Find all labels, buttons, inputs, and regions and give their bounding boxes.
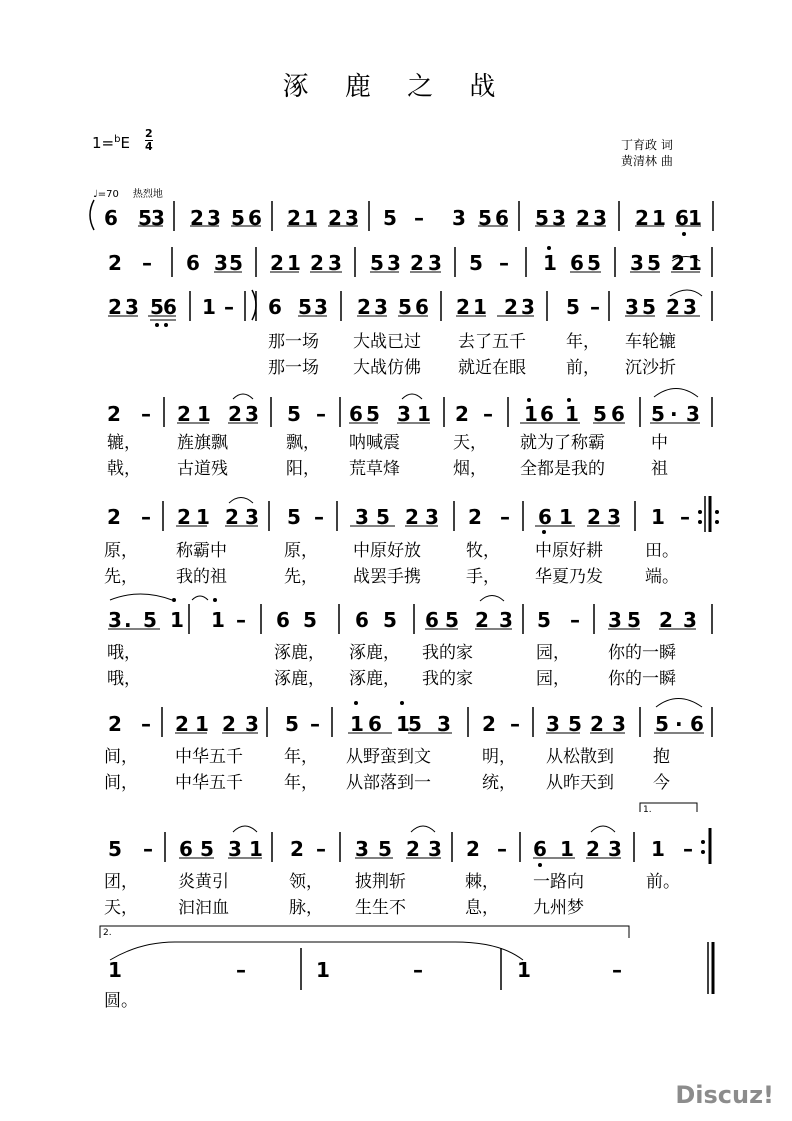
svg-text:6: 6 (690, 712, 704, 736)
lyric: 全都是我的 (520, 459, 605, 479)
svg-text:2: 2 (504, 295, 518, 319)
lyric: 称霸中 (176, 541, 227, 561)
svg-text:3: 3 (214, 251, 228, 275)
svg-text:3: 3 (428, 251, 442, 275)
svg-text:5: 5 (298, 295, 312, 319)
open-paren (90, 200, 94, 230)
svg-text:1: 1 (565, 402, 579, 426)
svg-text:6: 6 (179, 837, 193, 861)
svg-text:3: 3 (593, 206, 607, 230)
svg-text:6: 6 (104, 206, 118, 230)
svg-text:2: 2 (287, 206, 301, 230)
lyric: 棘， (465, 872, 499, 892)
svg-text:2: 2 (456, 295, 470, 319)
svg-text:–: – (683, 837, 693, 861)
svg-text:3: 3 (314, 295, 328, 319)
svg-text:–: – (236, 958, 246, 982)
time-bottom: 4 (145, 140, 153, 153)
lyric: 哦， (107, 669, 141, 689)
svg-text:3: 3 (245, 505, 259, 529)
svg-text:3: 3 (355, 837, 369, 861)
svg-text:5: 5 (655, 712, 669, 736)
lyric: 车轮辘 (625, 332, 676, 352)
lyric: 涿鹿， (274, 643, 325, 663)
svg-text:5: 5 (143, 608, 157, 632)
note: 5 (138, 206, 152, 230)
svg-text:1: 1 (417, 402, 431, 426)
svg-text:1: 1 (543, 251, 557, 275)
lyric: 戟， (107, 459, 141, 479)
svg-text:3: 3 (245, 402, 259, 426)
lyric: 九州梦 (533, 898, 584, 918)
svg-text:5: 5 (370, 251, 384, 275)
tempo-expression: 热烈地 (132, 189, 163, 200)
svg-text:5: 5 (478, 206, 492, 230)
svg-text:3: 3 (355, 505, 369, 529)
svg-text:–: – (236, 608, 246, 632)
svg-text:2: 2 (466, 837, 480, 861)
time-top: 2 (145, 127, 153, 140)
svg-text:5: 5 (398, 295, 412, 319)
svg-text:2: 2 (222, 712, 236, 736)
lyric: 间， (104, 773, 138, 793)
lyric: 大战仿佛 (353, 358, 421, 378)
lyric: 园， (536, 669, 570, 689)
svg-text:6: 6 (570, 251, 584, 275)
lyric: 从松散到 (546, 747, 614, 767)
svg-text:6: 6 (248, 206, 262, 230)
svg-text:2: 2 (405, 505, 419, 529)
lyric: 中 (651, 433, 668, 453)
svg-text:2: 2 (108, 251, 122, 275)
svg-text:–: – (510, 712, 520, 736)
svg-text:2: 2 (175, 712, 189, 736)
svg-text:1: 1 (651, 837, 665, 861)
lyric: 领， (289, 872, 323, 892)
svg-text:3: 3 (387, 251, 401, 275)
lyricist-credit: 丁育政 词 (621, 138, 673, 152)
svg-text:–: – (414, 206, 424, 230)
lyric: 沉沙折 (625, 358, 676, 378)
lyric: 古道残 (177, 459, 228, 479)
svg-text:5: 5 (587, 251, 601, 275)
svg-text:3: 3 (345, 206, 359, 230)
svg-text:5: 5 (627, 608, 641, 632)
svg-text:6: 6 (675, 206, 689, 230)
svg-text:–: – (499, 251, 509, 275)
svg-text:·: · (675, 712, 683, 736)
lyric: 汩汩血 (178, 898, 229, 918)
svg-text:–: – (143, 837, 153, 861)
lyric: 炎黄引 (178, 872, 229, 892)
svg-text:–: – (612, 958, 622, 982)
lyric: 涿鹿， (274, 669, 325, 689)
svg-text:6: 6 (268, 295, 282, 319)
svg-text:1: 1 (473, 295, 487, 319)
svg-text:–: – (680, 505, 690, 529)
lyric: 年， (284, 773, 318, 793)
svg-text:6: 6 (415, 295, 429, 319)
svg-text:–: – (141, 505, 151, 529)
svg-text:3: 3 (612, 712, 626, 736)
lyric: 团， (104, 872, 138, 892)
lyric: 今 (653, 773, 670, 793)
svg-text:3: 3 (397, 402, 411, 426)
svg-text:5: 5 (383, 608, 397, 632)
lyric: 脉， (289, 898, 323, 918)
svg-text:2: 2 (108, 295, 122, 319)
svg-text:6: 6 (540, 402, 554, 426)
lyric: 你的一瞬 (608, 669, 676, 689)
svg-text:2: 2 (590, 712, 604, 736)
lyric: 牧， (466, 541, 500, 561)
svg-text:2: 2 (587, 505, 601, 529)
svg-text:1: 1 (304, 206, 318, 230)
svg-text:–: – (413, 958, 423, 982)
lyric: 从昨天到 (546, 773, 614, 793)
svg-text:–: – (500, 505, 510, 529)
svg-text:5: 5 (231, 206, 245, 230)
watermark: Discuz! (675, 1081, 774, 1109)
svg-text:2: 2 (671, 251, 685, 275)
svg-text:6: 6 (425, 608, 439, 632)
key-prefix: 1= (92, 134, 115, 152)
svg-text:2: 2 (270, 251, 284, 275)
svg-text:2: 2 (108, 712, 122, 736)
svg-text:1: 1 (350, 712, 364, 736)
svg-text:5: 5 (108, 837, 122, 861)
svg-text:6: 6 (355, 608, 369, 632)
svg-text:1: 1 (195, 712, 209, 736)
svg-text:2: 2 (659, 608, 673, 632)
svg-text:2: 2 (586, 837, 600, 861)
lyric: 辘， (107, 433, 141, 453)
lyric: 中原好耕 (535, 541, 603, 561)
svg-text:2: 2 (290, 837, 304, 861)
lyric: 那一场 (268, 358, 319, 378)
svg-text:5: 5 (285, 712, 299, 736)
svg-text:2: 2 (357, 295, 371, 319)
svg-text:–: – (310, 712, 320, 736)
svg-text:–: – (141, 712, 151, 736)
lyric: 园， (536, 643, 570, 663)
svg-text:2: 2 (228, 402, 242, 426)
lyric: 抱 (653, 747, 670, 767)
lyric: 大战已过 (353, 332, 421, 352)
svg-text:2: 2 (310, 251, 324, 275)
svg-text:–: – (314, 505, 324, 529)
lyric: 呐喊震 (349, 433, 400, 453)
svg-text:1: 1 (316, 958, 330, 982)
svg-text:5: 5 (535, 206, 549, 230)
svg-text:5: 5 (200, 837, 214, 861)
svg-text:.: . (124, 608, 132, 632)
svg-text:5: 5 (593, 402, 607, 426)
svg-text:2: 2 (177, 402, 191, 426)
lyric: 年， (284, 747, 318, 767)
svg-text:3: 3 (425, 505, 439, 529)
svg-text:–: – (142, 251, 152, 275)
svg-text:2: 2 (410, 251, 424, 275)
lyric: 前。 (646, 872, 680, 892)
key-note: E (120, 134, 130, 152)
lyric: 阳， (286, 459, 320, 479)
lyric: 原， (104, 541, 138, 561)
lyric: 先， (104, 567, 138, 587)
svg-text:–: – (316, 837, 326, 861)
svg-text:1: 1 (517, 958, 531, 982)
svg-text:–: – (497, 837, 507, 861)
lyric: 涿鹿， (349, 643, 400, 663)
composer-credit: 黄清林 曲 (621, 154, 673, 168)
svg-text:1: 1 (249, 837, 263, 861)
svg-text:2: 2 (406, 837, 420, 861)
lyric: 天， (453, 433, 487, 453)
lyric: 生生不 (355, 898, 406, 918)
volta-second: 2. (103, 928, 112, 938)
lyric: 飘， (286, 433, 320, 453)
svg-text:2: 2 (225, 505, 239, 529)
svg-text:1: 1 (688, 251, 702, 275)
svg-text:3: 3 (683, 295, 697, 319)
lyric: 原， (284, 541, 318, 561)
lyric: 手， (466, 567, 500, 587)
svg-text:1: 1 (559, 505, 573, 529)
svg-text:3: 3 (437, 712, 451, 736)
svg-text:–: – (224, 295, 234, 319)
svg-text:3: 3 (625, 295, 639, 319)
svg-text:6: 6 (495, 206, 509, 230)
svg-text:1: 1 (108, 958, 122, 982)
lyric: 战罢手携 (353, 567, 421, 587)
lyric: 披荆斩 (355, 872, 406, 892)
tempo-bpm: ♩=70 (93, 189, 119, 200)
svg-text:·: · (670, 402, 678, 426)
svg-text:6: 6 (349, 402, 363, 426)
lyric: 天， (104, 898, 138, 918)
svg-text:5: 5 (642, 295, 656, 319)
lyric: 烟， (453, 459, 487, 479)
svg-text:2: 2 (468, 505, 482, 529)
lyric: 明， (482, 747, 516, 767)
lyric: 我的家 (422, 669, 473, 689)
svg-text:6: 6 (611, 402, 625, 426)
svg-text:2: 2 (666, 295, 680, 319)
svg-text:1: 1 (196, 505, 210, 529)
svg-text:5: 5 (150, 295, 164, 319)
svg-text:3: 3 (608, 608, 622, 632)
svg-text:5: 5 (568, 712, 582, 736)
svg-text:3: 3 (683, 608, 697, 632)
lyric: 荒草烽 (349, 459, 400, 479)
svg-text:1: 1 (202, 295, 216, 319)
volta-first: 1. (643, 805, 652, 815)
svg-text:1: 1 (652, 206, 666, 230)
lyric: 华夏乃发 (535, 567, 603, 587)
lyric: 端。 (645, 567, 679, 587)
svg-text:3: 3 (546, 712, 560, 736)
flat-sign: b (114, 134, 121, 145)
svg-text:5: 5 (566, 295, 580, 319)
svg-text:5: 5 (445, 608, 459, 632)
svg-text:6: 6 (276, 608, 290, 632)
lyric: 祖 (651, 459, 668, 479)
svg-text:–: – (141, 402, 151, 426)
svg-text:5: 5 (287, 505, 301, 529)
svg-text:5: 5 (647, 251, 661, 275)
svg-text:1: 1 (651, 505, 665, 529)
svg-text:2: 2 (177, 505, 191, 529)
svg-text:2: 2 (107, 402, 121, 426)
svg-text:5: 5 (287, 402, 301, 426)
svg-text:5: 5 (303, 608, 317, 632)
svg-text:1: 1 (396, 712, 410, 736)
svg-text:5: 5 (376, 505, 390, 529)
svg-text:6: 6 (368, 712, 382, 736)
svg-text:–: – (483, 402, 493, 426)
lyric: 去了五千 (458, 332, 526, 352)
svg-text:3: 3 (521, 295, 535, 319)
svg-text:–: – (570, 608, 580, 632)
lyric: 哦， (107, 643, 141, 663)
svg-text:1: 1 (560, 837, 574, 861)
song-title: 涿 鹿 之 战 (282, 72, 510, 102)
svg-text:2: 2 (328, 206, 342, 230)
svg-text:–: – (316, 402, 326, 426)
svg-text:5: 5 (383, 206, 397, 230)
lyric: 涿鹿， (349, 669, 400, 689)
svg-text:2: 2 (576, 206, 590, 230)
svg-text:5: 5 (469, 251, 483, 275)
svg-text:1: 1 (287, 251, 301, 275)
lyric: 我的家 (422, 643, 473, 663)
svg-text:3: 3 (125, 295, 139, 319)
svg-text:1: 1 (170, 608, 184, 632)
svg-text:5: 5 (366, 402, 380, 426)
svg-text:3: 3 (328, 251, 342, 275)
lyric: 从野蛮到文 (346, 747, 431, 767)
svg-text:2: 2 (482, 712, 496, 736)
svg-text:1: 1 (211, 608, 225, 632)
lyric: 你的一瞬 (608, 643, 676, 663)
svg-text:2: 2 (190, 206, 204, 230)
svg-text:3: 3 (428, 837, 442, 861)
svg-text:3: 3 (499, 608, 513, 632)
svg-text:1: 1 (524, 402, 538, 426)
lyric: 就为了称霸 (520, 433, 605, 453)
lyric: 旌旗飘 (177, 433, 228, 453)
svg-text:2: 2 (455, 402, 469, 426)
lyric: 一路向 (533, 872, 584, 892)
svg-text:5: 5 (378, 837, 392, 861)
svg-text:2: 2 (635, 206, 649, 230)
svg-text:3: 3 (607, 505, 621, 529)
svg-text:2: 2 (475, 608, 489, 632)
lyric: 中华五千 (175, 747, 243, 767)
svg-text:–: – (590, 295, 600, 319)
svg-text:5: 5 (651, 402, 665, 426)
lyric: 田。 (645, 541, 679, 561)
svg-text:1: 1 (688, 206, 702, 230)
svg-text:3: 3 (630, 251, 644, 275)
lyric: 就近在眼 (458, 358, 526, 378)
svg-text:3: 3 (151, 206, 165, 230)
svg-text:6: 6 (163, 295, 177, 319)
lyric: 间， (104, 747, 138, 767)
svg-text:3: 3 (228, 837, 242, 861)
svg-text:6: 6 (538, 505, 552, 529)
lyric: 息， (465, 898, 499, 918)
svg-text:3: 3 (108, 608, 122, 632)
svg-text:6: 6 (533, 837, 547, 861)
svg-text:5: 5 (408, 712, 422, 736)
svg-text:6: 6 (186, 251, 200, 275)
lyric: 我的祖 (176, 567, 227, 587)
lyric: 先， (284, 567, 318, 587)
svg-text:5: 5 (537, 608, 551, 632)
svg-text:1: 1 (197, 402, 211, 426)
svg-text:3: 3 (245, 712, 259, 736)
svg-text:3: 3 (374, 295, 388, 319)
svg-text:3: 3 (608, 837, 622, 861)
lyric: 前， (566, 358, 600, 378)
svg-text:3: 3 (686, 402, 700, 426)
lyric: 从部落到一 (346, 773, 431, 793)
lyric: 中原好放 (353, 541, 421, 561)
lyric: 圆。 (104, 991, 138, 1011)
svg-text:3: 3 (452, 206, 466, 230)
svg-text:2: 2 (107, 505, 121, 529)
lyric: 中华五千 (175, 773, 243, 793)
svg-text:5: 5 (229, 251, 243, 275)
lyric: 年， (566, 332, 600, 352)
lyric: 那一场 (268, 332, 319, 352)
lyric: 统， (482, 773, 516, 793)
svg-text:3: 3 (552, 206, 566, 230)
svg-text:3: 3 (207, 206, 221, 230)
